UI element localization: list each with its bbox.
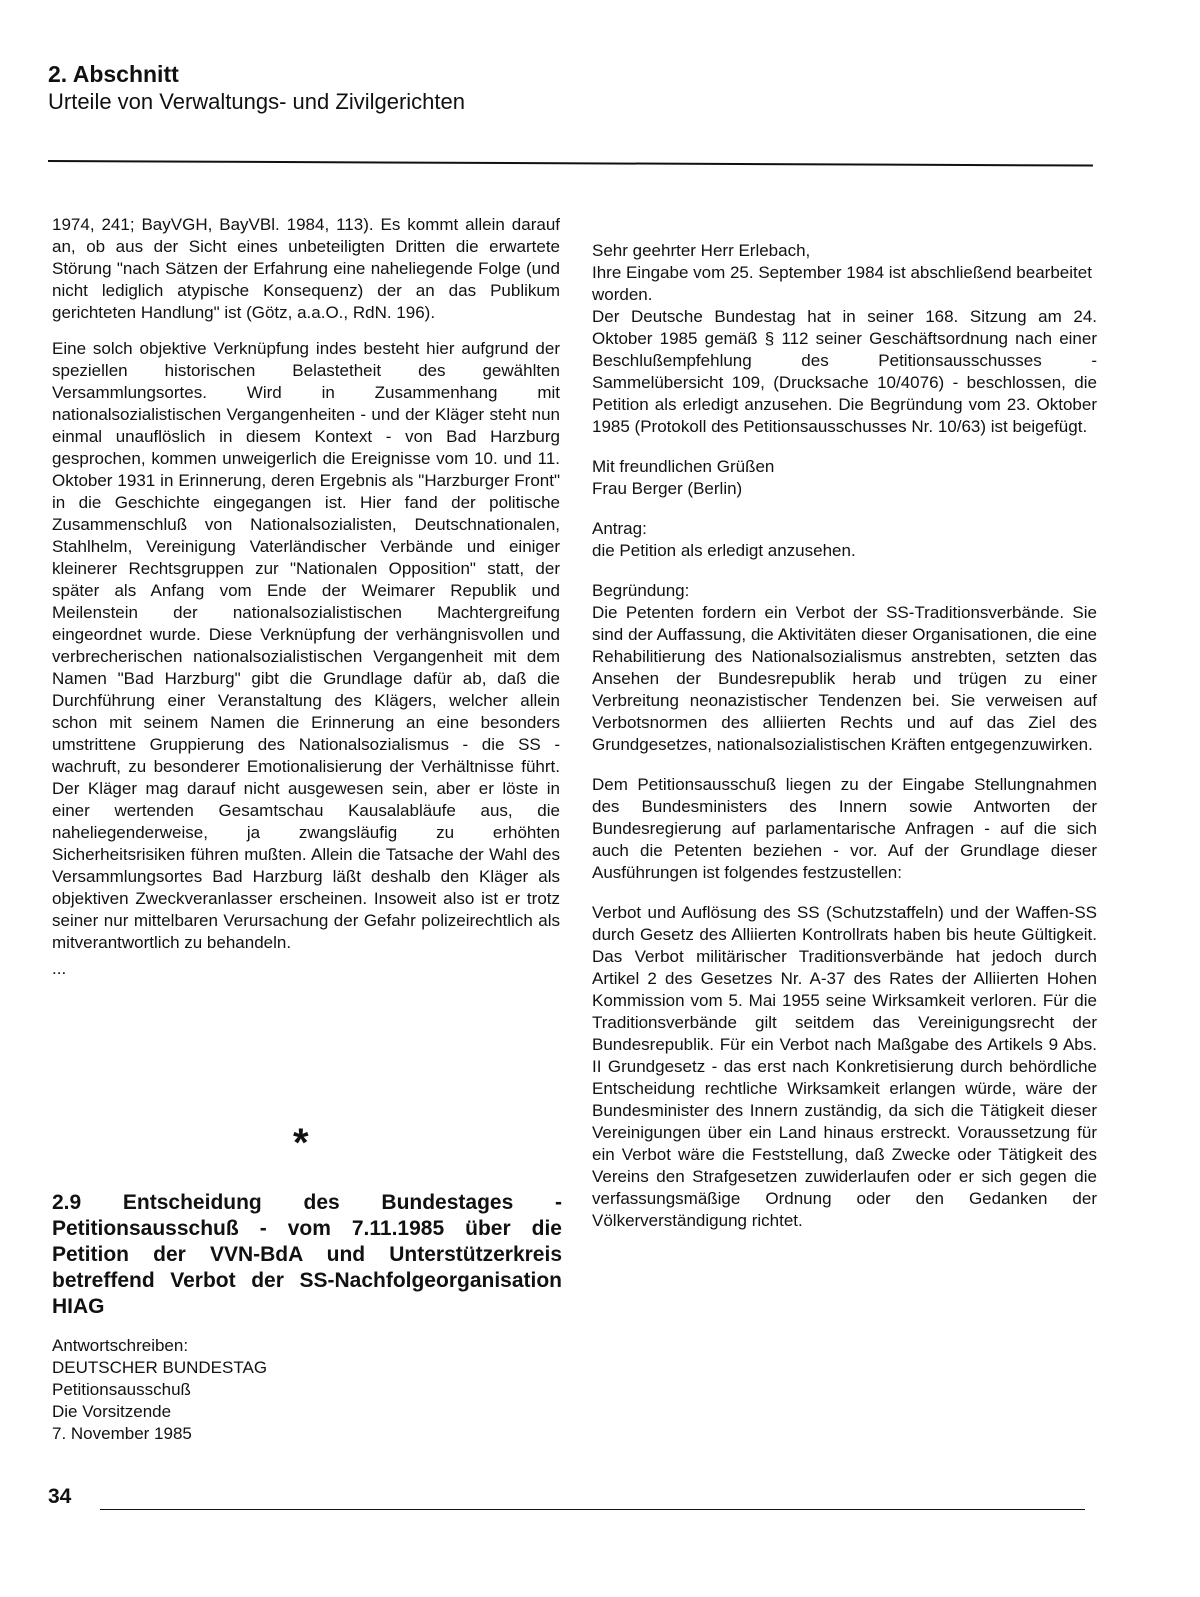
paragraph: Dem Petitionsausschuß liegen zu der Eingabe Stellungnahmen des Bundesministers des Innern sowie Antworten der Bundesregierung auf parlamentarische Anfragen - auf die sich auch die Petenten beziehen - vor. Auf der Grundlage dieser Ausführungen ist folgendes festzustellen: <box>592 775 1097 882</box>
section-title: Urteile von Verwaltungs- und Zivilgerichten <box>48 89 465 114</box>
footer-divider <box>100 1509 1085 1510</box>
signature: Frau Berger (Berlin) <box>592 479 743 498</box>
paragraph: Eine solch objektive Verknüpfung indes besteht hier aufgrund der speziellen historischen Belastetheit des gewählten Versammlungsortes. Wird in Zusammenhang mit nationalsozialistischen Vergangenheiten - und der Kläger steht nun einmal unauflöslich in diesem Kontext - von Bad Harzburg gesprochen, kommen unweigerlich die Ereignisse vom 10. und 11. Oktober 1931 in Erinnerung, deren Ergebnis als "Harzburger Front" in die Geschichte eingegangen ist. Hier fand der politische Zusammenschluß von Nationalsozialisten, Deutschnationalen, Stahlhelm, Vereinigung Vaterländischer Verbände und einiger kleinerer Rechtsgruppen zur "Nationalen Opposition" statt, der später als Anfang vom Ende der Weimarer Republik und Meilenstein der nationalsozialistischen Machtergreifung eingeordnet wurde. Diese Verknüpfung der verhängnisvollen und verbrecherischen nationalsozialistischen Vergangenheit mit dem Namen "Bad Harzburg" gibt die Grundlage dafür ab, daß die Durchführung einer Veranstaltung des Klägers, welcher allein schon mit seinem Namen die Erinnerung an eine besonders umstrittene Gruppierung des Nationalsozialismus - die SS - wachruft, zu besonderer Emotionalisierung der Verhältnisse führt. Der Kläger mag darauf nicht ausgewesen sein, aber er löste in einer wertenden Gesamtschau Kausalabläufe aus, die naheliegenderweise, ja zwangsläufig zu erhöhten Sicherheitsrisiken führen mußten. Allein die Tatsache der Wahl des Versammlungsortes Bad Harzburg läßt deshalb den Kläger als objektiven Zweckveranlasser erscheinen. Insoweit also ist er trotz seiner nur mittelbaren Verursachung der Gefahr polizeirechtlich als mitverantwortlich zu behandeln. <box>52 339 560 952</box>
left-column <box>52 214 560 980</box>
ellipsis: ... <box>52 959 67 978</box>
antrag-text: die Petition als erledigt anzusehen. <box>592 541 856 560</box>
reply-chair: Die Vorsitzende <box>52 1402 172 1421</box>
section-separator: * <box>293 1121 309 1165</box>
begruendung-label: Begründung: <box>592 581 690 600</box>
salutation: Sehr geehrter Herr Erlebach, <box>592 241 811 260</box>
reply-date: 7. November 1985 <box>52 1424 192 1443</box>
closing: Mit freundlichen Grüßen <box>592 457 775 476</box>
reply-letterhead <box>52 1335 552 1445</box>
right-column <box>592 240 1097 1246</box>
reply-label: Antwortschreiben: <box>52 1336 189 1355</box>
begruendung-text: Die Petenten fordern ein Verbot der SS-Traditionsverbände. Sie sind der Auffassung, die Aktivitäten dieser Organisationen, die eine Rehabilitierung des Nationalsozialismus anstrebten, setzten das Ansehen der Bundesrepublik herab und trügen zu einer Verbreitung neonazistischer Tendenzen bei. Sie verweisen auf Verbotsnormen des alliierten Rechts und auf das Ziel des Grundgesetzes, nationalsozialistischen Kräften entgegenzuwirken. <box>592 603 1097 754</box>
page-number: 34 <box>48 1485 72 1508</box>
reply-committee: Petitionsausschuß <box>52 1380 191 1399</box>
reply-institution: DEUTSCHER BUNDESTAG <box>52 1358 268 1377</box>
paragraph: 1974, 241; BayVGH, BayVBl. 1984, 113). Es kommt allein darauf an, ob aus der Sicht eines unbeteiligten Dritten die erwartete Störung "nach Sätzen der Erfahrung eine naheliegende Folge (und nicht lediglich atypische Konsequenz) der an das Publikum gerichteten Handlung" ist (Götz, a.a.O., RdN. 196). <box>52 215 560 322</box>
letter-body: Ihre Eingabe vom 25. September 1984 ist abschließend bearbeitet worden. <box>592 263 1092 304</box>
letter-body: Der Deutsche Bundestag hat in seiner 168. Sitzung am 24. Oktober 1985 gemäß § 112 seiner Geschäftsordnung nach einer Beschlußempfehlung des Petitionsausschusses - Sammelübersicht 109, (Drucksache 10/4076) - beschlossen, die Petition als erledigt anzusehen. Die Begründung vom 23. Oktober 1985 (Protokoll des Petitionsausschusses Nr. 10/63) ist beigefügt. <box>592 307 1097 436</box>
antrag-label: Antrag: <box>592 519 647 538</box>
section-heading: 2.9 Entscheidung des Bundestages - Petitionsausschuß - vom 7.11.1985 über die Petition der VVN-BdA und Unterstützerkreis betreffend Verbot der SS-Nachfolgeorganisation HIAG <box>52 1191 562 1318</box>
page-header <box>48 60 1108 116</box>
paragraph: Verbot und Auflösung des SS (Schutzstaffeln) und der Waffen-SS durch Gesetz des Alliierten Kontrollrats haben bis heute Gültigkeit. Das Verbot militärischer Traditionsverbände hat jedoch durch Artikel 2 des Gesetzes Nr. A-37 des Rates der Alliierten Hohen Kommission vom 5. Mai 1955 seine Wirksamkeit verloren. Für die Traditionsverbände gilt seitdem das Vereinigungsrecht der Bundesrepublik. Für ein Verbot nach Maßgabe des Artikels 9 Abs. II Grundgesetz - das erst nach Konkretisierung durch behördliche Entscheidung rechtliche Wirksamkeit erlangen würde, wäre der Bundesminister des Innern zuständig, da sich die Tätigkeit dieser Vereinigungen über ein Land hinaus erstreckt. Voraussetzung für ein Verbot wäre die Feststellung, daß Zwecke oder Tätigkeit des Vereins den Strafgesetzen zuwiderlaufen oder er sich gegen die verfassungsmäßige Ordnung oder den Gedanken der Völkerverständigung richtet. <box>592 903 1097 1230</box>
header-divider <box>48 160 1093 167</box>
section-number: 2. Abschnitt <box>48 61 179 87</box>
